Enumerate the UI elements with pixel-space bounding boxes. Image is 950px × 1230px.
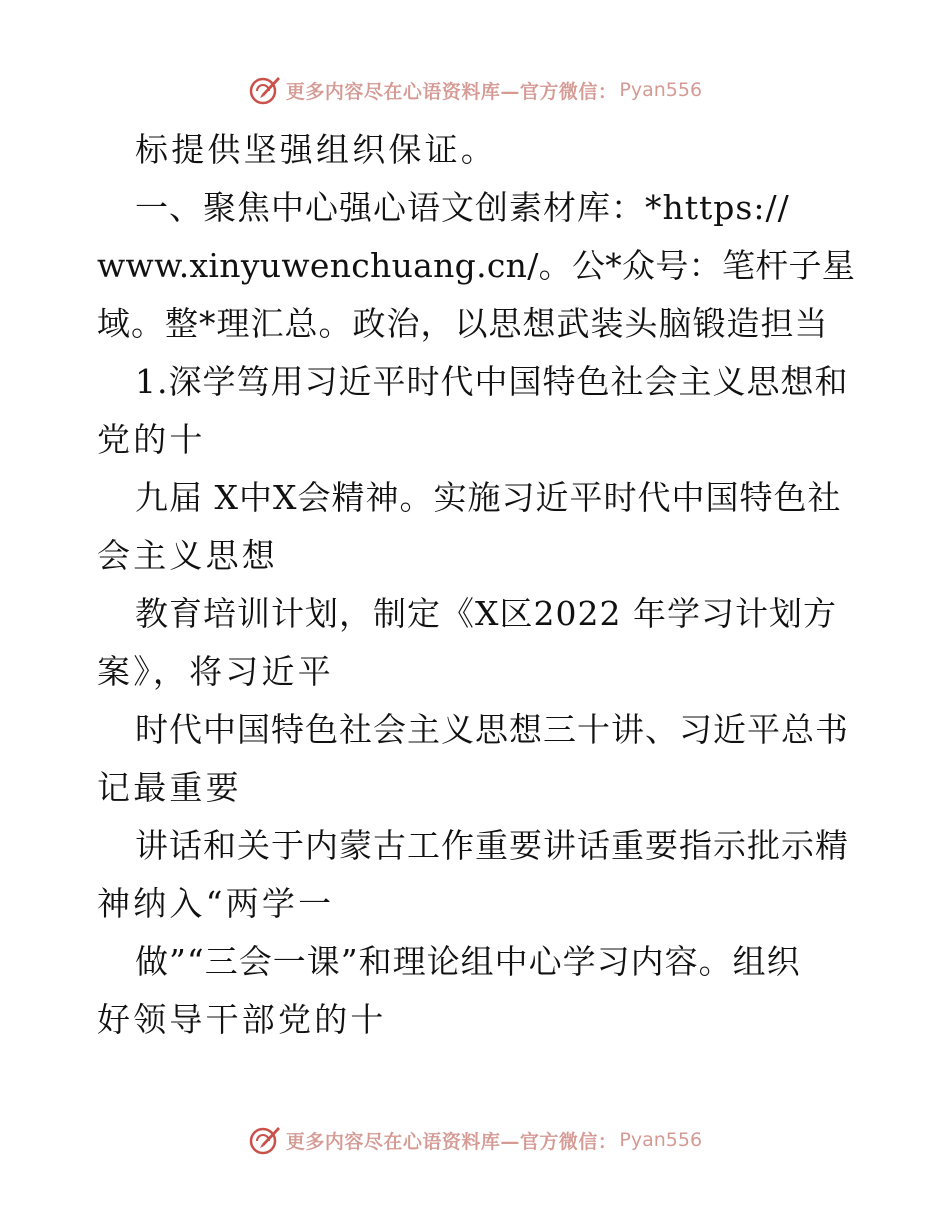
text-line: 案》，将习近平: [97, 652, 334, 691]
pen-logo-icon: [248, 1123, 282, 1157]
banner-text: 更多内容尽在心语资料库—官方微信：: [285, 1130, 618, 1153]
pen-logo-icon: [248, 73, 282, 107]
text-line: 记最重要: [97, 768, 242, 807]
text-line: 党的十: [97, 420, 206, 459]
text-line: 时代中国特色社会主义思想三十讲、习近平总书: [135, 710, 849, 749]
text-line: 一、聚焦中心强心语文创素材库：*https://: [135, 188, 790, 227]
text-line: 做”“三会一课”和理论组中心学习内容。组织: [135, 942, 801, 981]
text-line: 1.深学笃用习近平时代中国特色社会主义思想和: [135, 362, 849, 401]
text-line: 域。整*理汇总。政治，以思想武装头脑锻造担当: [97, 304, 829, 343]
text-line: www.xinyuwenchuang.cn/。公*众号：笔杆子星: [97, 246, 856, 285]
text-line: 神纳入“两学一: [97, 884, 335, 923]
banner-wechat-id: Pyan556: [619, 79, 703, 101]
text-line: 会主义思想: [97, 536, 278, 575]
text-line: 教育培训计划，制定《X区2022 年学习计划方: [135, 594, 837, 633]
banner-text: 更多内容尽在心语资料库—官方微信：: [285, 80, 618, 103]
text-line: 标提供坚强组织保证。: [135, 130, 497, 169]
footer-banner: [0, 1120, 950, 1160]
header-banner: [0, 70, 950, 110]
banner-wechat-id: Pyan556: [619, 1129, 703, 1151]
text-line: 九届 X中X会精神。实施习近平时代中国特色社: [135, 478, 842, 517]
document-body: [97, 124, 867, 1052]
text-line: 讲话和关于内蒙古工作重要讲话重要指示批示精: [135, 826, 849, 865]
text-line: 好领导干部党的十: [97, 1000, 387, 1039]
